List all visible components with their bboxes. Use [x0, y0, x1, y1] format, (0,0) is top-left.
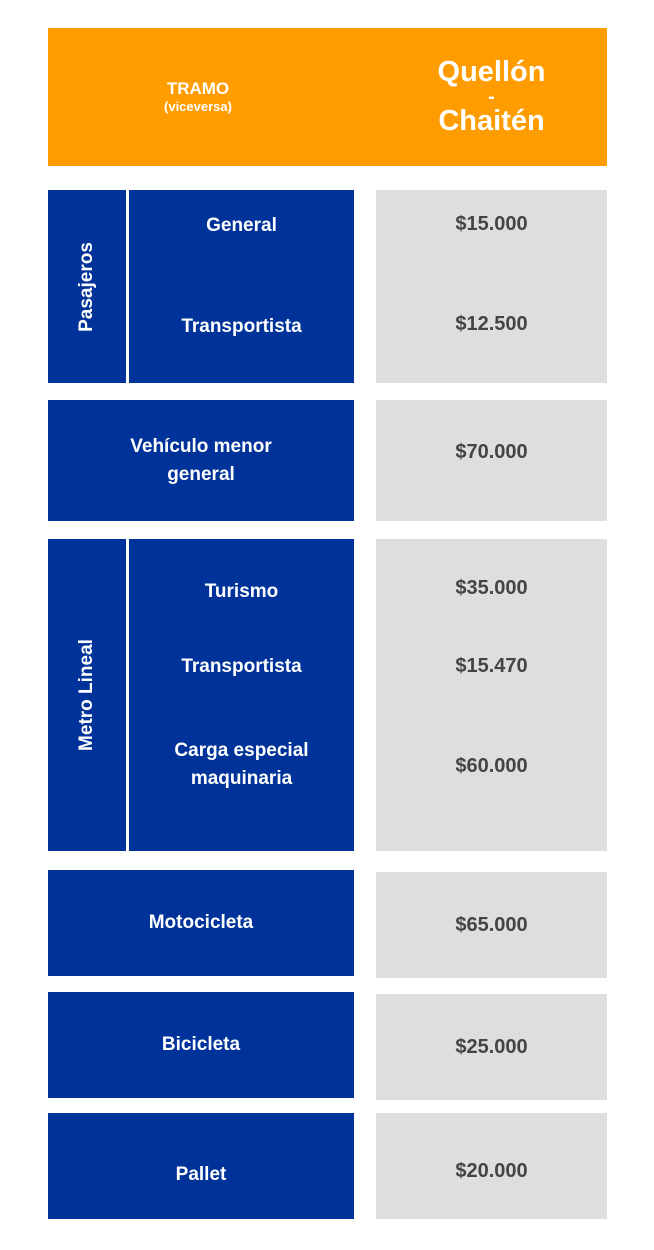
tramo-subtitle: (viceversa)	[164, 99, 232, 114]
route-to: Chaitén	[438, 105, 545, 137]
price-pallet: $20.000	[455, 1160, 528, 1182]
fare-label-transportista: Transportista	[181, 316, 302, 337]
fare-label-turismo: Turismo	[204, 581, 279, 602]
route-from: Quellón	[437, 56, 546, 88]
price-bicicleta: $25.000	[455, 1036, 528, 1058]
tramo-title: TRAMO	[166, 79, 230, 98]
route-name	[376, 28, 607, 166]
route-separator: -	[488, 86, 495, 108]
price-vehiculo-menor: $70.000	[455, 441, 528, 463]
fare-label-vehiculo-menor	[48, 400, 354, 521]
price-general: $15.000	[455, 213, 528, 235]
pasajeros-group-label-wrap	[48, 190, 126, 383]
price-carga-especial: $60.000	[455, 755, 528, 777]
carga-especial-line1: Carga especial	[174, 740, 309, 761]
tramo-header-label	[48, 28, 348, 166]
metro-lineal-group-label-wrap	[48, 539, 126, 851]
price-motocicleta: $65.000	[455, 914, 528, 936]
carga-especial-line2: maquinaria	[190, 768, 293, 789]
vehiculo-menor-line1: Vehículo menor	[130, 435, 272, 457]
fare-label-carga-especial	[129, 736, 354, 794]
price-metro-transportista: $15.470	[455, 655, 528, 677]
vehiculo-menor-line2: general	[167, 463, 235, 485]
fare-label-general: General	[206, 215, 277, 236]
fare-label-motocicleta: Motocicleta	[48, 870, 354, 976]
fare-label-pallet: Pallet	[48, 1113, 354, 1219]
fare-label-metro-transportista: Transportista	[181, 656, 302, 677]
pasajeros-group-label: Pasajeros	[76, 241, 98, 332]
fare-label-bicicleta: Bicicleta	[48, 992, 354, 1098]
metro-lineal-group-label: Metro Lineal	[76, 639, 97, 751]
price-transportista: $12.500	[455, 313, 528, 335]
price-turismo: $35.000	[455, 577, 528, 599]
